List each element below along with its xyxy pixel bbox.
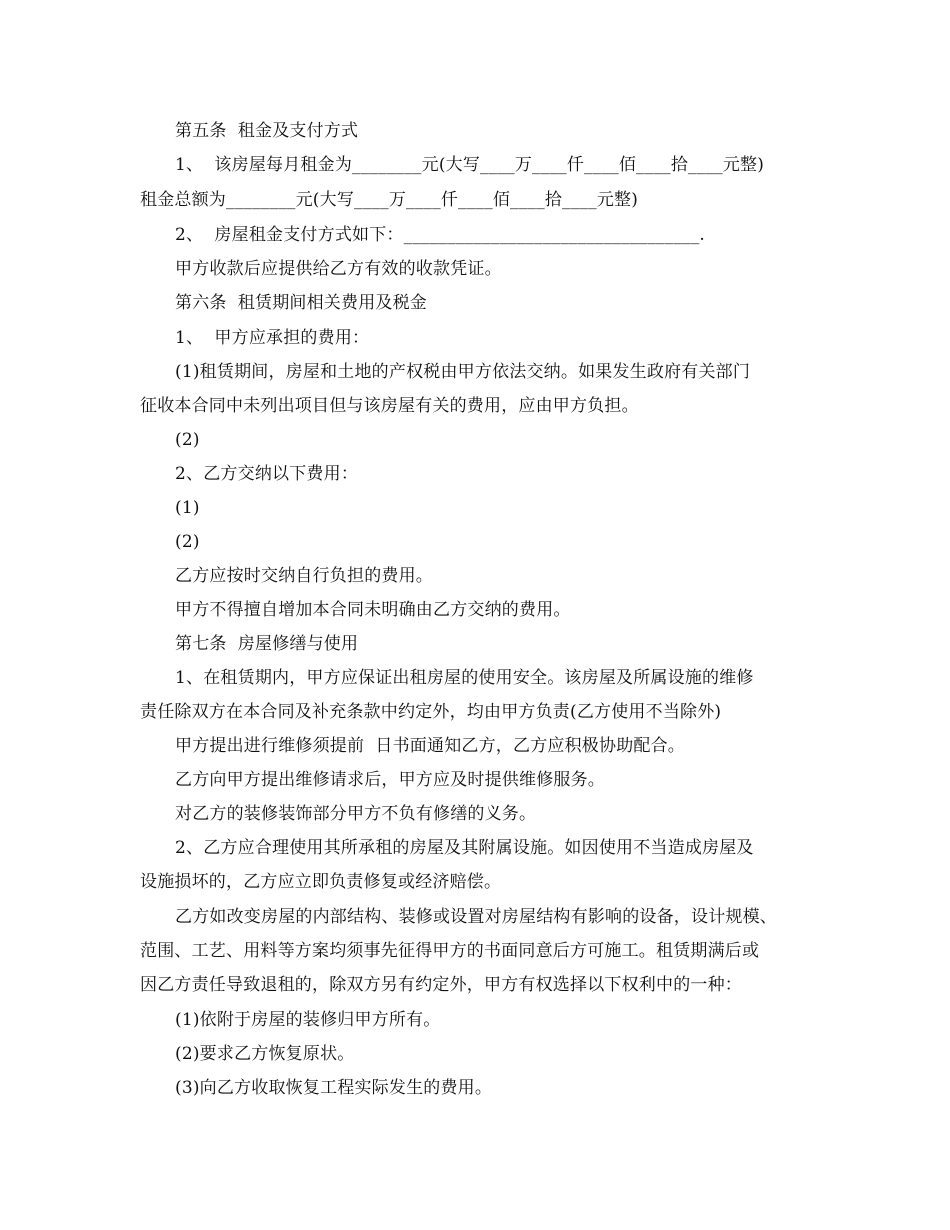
text-line: (1)依附于房屋的装修归甲方所有。 <box>175 1010 441 1030</box>
text-line: 范围、工艺、用料等方案均须事先征得甲方的书面同意后方可施工。租赁期满后或 <box>140 941 760 961</box>
text-line: (1)租赁期间，房屋和土地的产权税由甲方依法交纳。如果发生政府有关部门 <box>175 362 751 382</box>
text-line: 甲方不得擅自增加本合同未明确由乙方交纳的费用。 <box>175 600 571 620</box>
article-6-heading: 第六条 租赁期间相关费用及税金 <box>175 293 428 313</box>
text-line: 租金总额为________元(大写____万____仟____佰____拾____元整) <box>140 190 639 210</box>
text-line: (1) <box>175 498 200 518</box>
text-line: (2) <box>175 430 200 450</box>
text-line: 责任除双方在本合同及补充条款中约定外，均由甲方负责(乙方使用不当除外) <box>140 702 722 722</box>
text-line: (3)向乙方收取恢复工程实际发生的费用。 <box>175 1078 493 1098</box>
text-line: 乙方应按时交纳自行负担的费用。 <box>175 566 433 586</box>
text-line: 甲方提出进行维修须提前 日书面通知乙方，乙方应积极协助配合。 <box>175 736 686 756</box>
text-line: 因乙方责任导致退租的，除双方另有约定外，甲方有权选择以下权利中的一种： <box>140 975 742 995</box>
text-line: 对乙方的装修装饰部分甲方不负有修缮的义务。 <box>175 804 537 824</box>
text-line: 1、在租赁期内，甲方应保证出租房屋的使用安全。该房屋及所属设施的维修 <box>175 668 754 688</box>
text-line: 2、乙方应合理使用其所承租的房屋及其附属设施。如因使用不当造成房屋及 <box>175 838 754 858</box>
article-7-heading: 第七条 房屋修缮与使用 <box>175 634 359 654</box>
text-line: 乙方向甲方提出维修请求后，甲方应及时提供维修服务。 <box>175 770 605 790</box>
text-line: 1、 该房屋每月租金为________元(大写____万____仟____佰____拾____元整) <box>175 155 765 175</box>
text-line: (2) <box>175 532 200 552</box>
text-line: 乙方如改变房屋的内部结构、装修或设置对房屋结构有影响的设备，设计规模、 <box>175 907 777 927</box>
article-5-heading: 第五条 租金及支付方式 <box>175 121 359 141</box>
text-line: 2、 房屋租金支付方式如下：__________________________________. <box>175 225 706 245</box>
text-line: (2)要求乙方恢复原状。 <box>175 1044 355 1064</box>
text-line: 甲方收款后应提供给乙方有效的收款凭证。 <box>175 259 502 279</box>
text-line: 1、 甲方应承担的费用： <box>175 328 370 348</box>
text-line: 征收本合同中未列出项目但与该房屋有关的费用，应由甲方负担。 <box>140 396 639 416</box>
text-line: 设施损坏的，乙方应立即负责修复或经济赔偿。 <box>140 872 502 892</box>
text-line: 2、乙方交纳以下费用： <box>175 464 359 484</box>
